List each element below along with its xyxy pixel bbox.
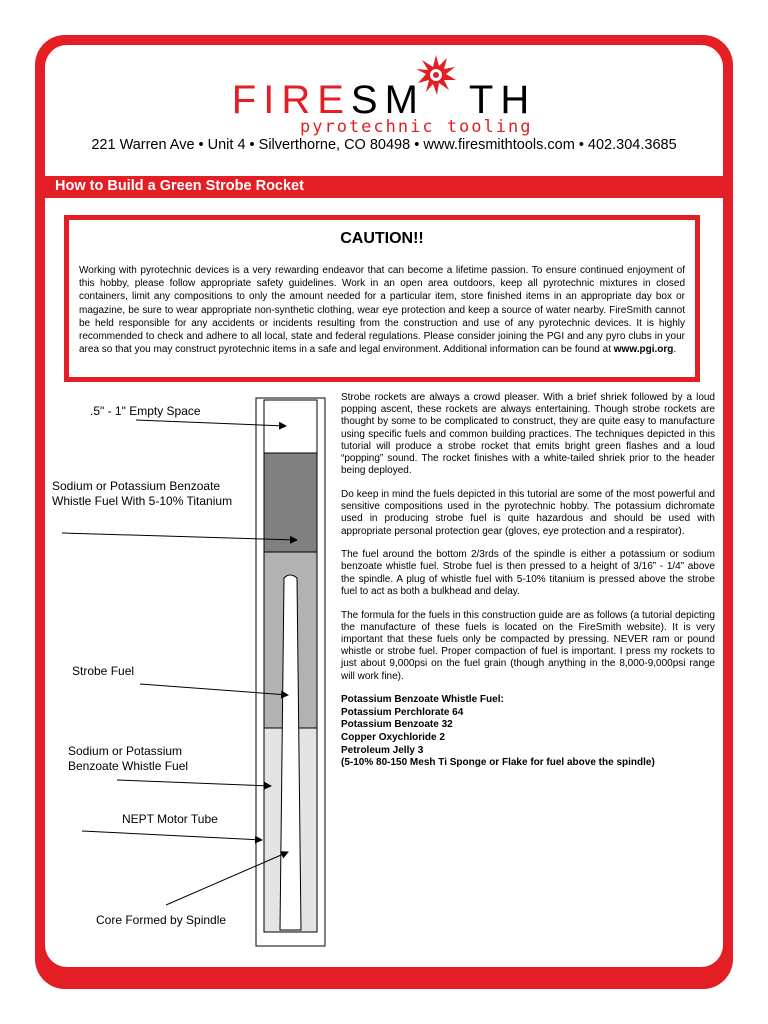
article-body (341, 392, 715, 770)
arrow-tube (82, 831, 262, 840)
arrow-whistle (117, 780, 271, 786)
caution-heading: CAUTION!! (340, 230, 424, 247)
logo-th-text: TH (468, 78, 537, 122)
label-strobe-fuel: Strobe Fuel (72, 664, 135, 678)
logo-subtitle: pyrotechnic tooling (300, 117, 533, 137)
label-empty-space: .5" - 1" Empty Space (90, 404, 201, 418)
logo-fire-text: FIRE (231, 78, 351, 122)
label-motor-tube: NEPT Motor Tube (122, 812, 218, 826)
label-whistle-ti-line1: Sodium or Potassium Benzoate (52, 479, 221, 493)
formula-item: Potassium Perchlorate 64 (341, 706, 464, 718)
company-address: 221 Warren Ave • Unit 4 • Silverthorne, CO 80498 • www.firesmithtools.com • 402.304.3685 (91, 137, 677, 153)
paragraph-formula-intro: The formula for the fuels in this construction guide are as follows (a tutorial depicting the manufacture of these fuels is located on the FireSmith website). It is very important that these fuels only be compacted by pressing. NEVER ram or pound whistle or strobe fuel. Proper compaction of fuel is important. I press my rockets to just about 9,000psi on the fuel grain (though anything in the 8,000-9,000psi range will work fine). (341, 609, 715, 682)
logo-sm-text: SM (350, 78, 425, 122)
caution-text: Working with pyrotechnic devices is a very rewarding endeavor that can become a lifetime passion. To ensure continued enjoyment of this hobby, please follow appropriate safety guidelines. Work in an open area outdoors, keep all pyrotechnic mixtures in closed containers, limit any compositions to only the amount needed for a particular item, store finished items in an appropriate day box or magazine, be sure to wear appropriate non-synthetic clothing, wear eye protection and keep a source of water nearby. FireSmith cannot be held responsible for any accidents or incidents resulting from the construction and use of any pyrotechnic devices. It is highly recommended to check and adhere to all local, state and federal regulations. Please consider joining the PGI and any pyro clubs in your area so that you may construct pyrotechnic items in a safe and legal environment. Additional information can be found at (79, 265, 685, 356)
formula-list (341, 694, 715, 770)
paragraph-fuels: The fuel around the bottom 2/3rds of the spindle is either a potassium or sodium benzoate whistle fuel. Strobe fuel is then pressed to a height of 3/16” - 1/4” above the spindle. A plug of whistle fuel with 5-10% titanium is pressed above the strobe fuel to act as both a bulkhead and delay. (341, 549, 715, 597)
page-title: How to Build a Green Strobe Rocket (55, 178, 304, 194)
label-whistle-ti-line2: Whistle Fuel With 5-10% Titanium (52, 494, 233, 508)
formula-heading: Potassium Benzoate Whistle Fuel: (341, 694, 504, 706)
pgi-link[interactable]: www.pgi.org (613, 344, 674, 356)
spindle-core (280, 575, 301, 930)
paragraph-intro: Strobe rockets are always a crowd pleaser. With a brief shriek followed by a loud popping ascent, these rockets are always entertaining. Though strobe rockets are thought by some to be complicated to construct, they are quite easy to manufacture using specific fuels and common building practices. The techniques depicted in this tutorial will produce a strobe rocket that emits bright green flashes and a loud “popping” sound. The rocket finishes with a white-tailed shriek prior to the header being deployed. (341, 392, 715, 477)
label-core: Core Formed by Spindle (96, 913, 227, 927)
empty-space-section (264, 400, 317, 453)
formula-item: Potassium Benzoate 32 (341, 719, 453, 731)
caution-text-end: . (673, 344, 677, 356)
formula-item: Petroleum Jelly 3 (341, 744, 424, 756)
label-whistle-line2: Benzoate Whistle Fuel (68, 759, 189, 773)
formula-note: (5-10% 80-150 Mesh Ti Sponge or Flake for fuel above the spindle) (341, 757, 655, 769)
formula-item: Copper Oxychloride 2 (341, 732, 445, 744)
paragraph-safety: Do keep in mind the fuels depicted in this tutorial are some of the most powerful and sensitive compositions used in the pyrotechnic hobby. The potassium dichromate used in producing strobe fuel is quite hazardous and should be used with appropriate personal protection gear (gloves, eye protection and a respirator). (341, 488, 715, 537)
whistle-ti-fuel-section (264, 453, 317, 552)
label-whistle-line1: Sodium or Potassium (68, 744, 183, 758)
